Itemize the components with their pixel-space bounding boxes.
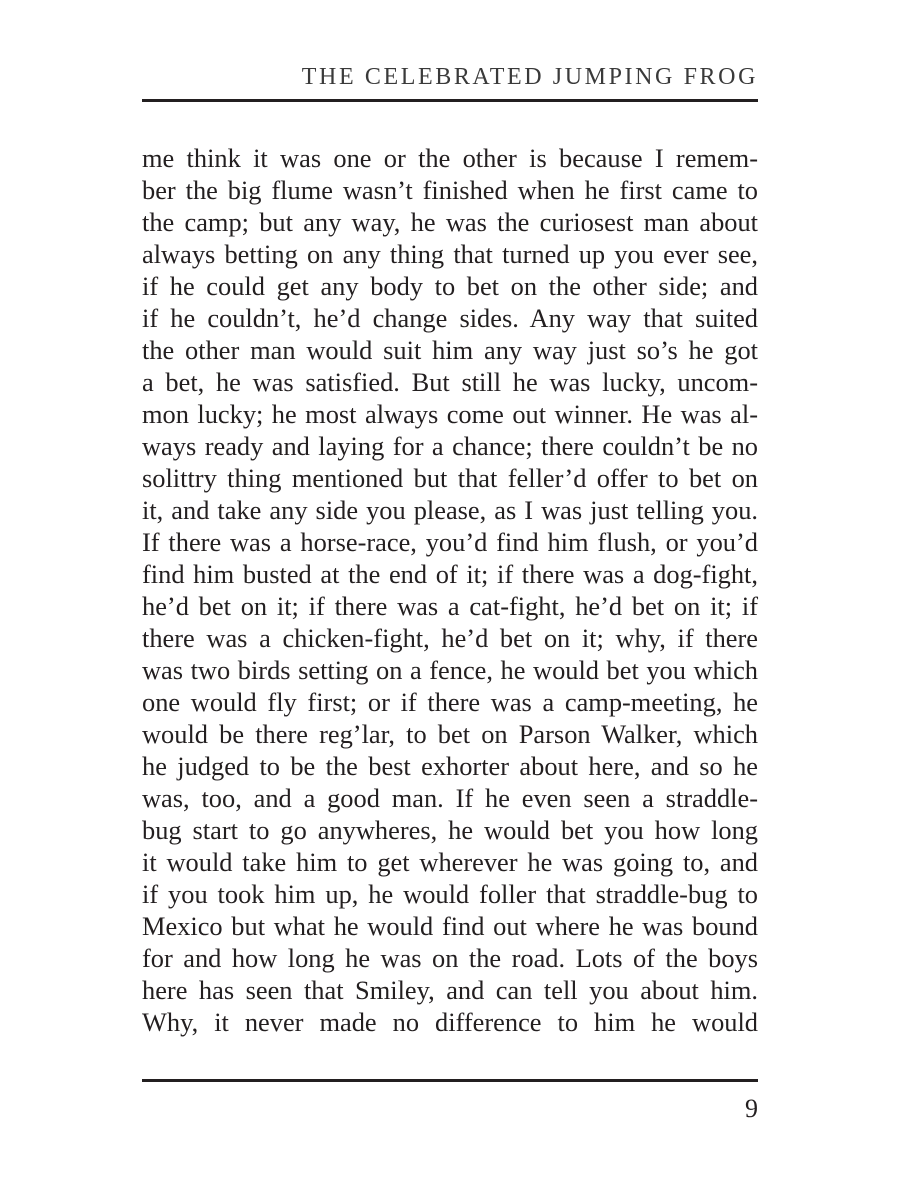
text-line: mon lucky; he most always come out winner. He was al- bbox=[142, 399, 758, 429]
text-line: if you took him up, he would foller that straddle-bug to bbox=[142, 879, 758, 909]
text-line: he’d bet on it; if there was a cat-fight, he’d bet on it; if bbox=[142, 591, 758, 621]
text-line: here has seen that Smiley, and can tell you about him. bbox=[142, 975, 758, 1005]
text-line: would be there reg’lar, to bet on Parson Walker, which bbox=[142, 719, 758, 749]
text-line: a bet, he was satisfied. But still he was lucky, uncom- bbox=[142, 367, 758, 397]
text-line: for and how long he was on the road. Lots of the boys bbox=[142, 943, 758, 973]
text-line: was two birds setting on a fence, he would bet you which bbox=[142, 655, 758, 685]
text-line: me think it was one or the other is because I remem- bbox=[142, 143, 758, 173]
text-line: Why, it never made no difference to him he would bbox=[142, 1007, 758, 1037]
running-head: THE CELEBRATED JUMPING FROG bbox=[301, 64, 758, 90]
text-line: Mexico but what he would find out where he was bound bbox=[142, 911, 758, 941]
text-line: ways ready and laying for a chance; there couldn’t be no bbox=[142, 431, 758, 461]
text-line: solittry thing mentioned but that feller’d offer to bet on bbox=[142, 463, 758, 493]
text-line: the other man would suit him any way just so’s he got bbox=[142, 335, 758, 365]
text-line: it, and take any side you please, as I was just telling you. bbox=[142, 495, 758, 525]
text-line: if he could get any body to bet on the other side; and bbox=[142, 271, 758, 301]
text-line: always betting on any thing that turned up you ever see, bbox=[142, 239, 758, 269]
text-line: he judged to be the best exhorter about here, and so he bbox=[142, 751, 758, 781]
text-line: there was a chicken-fight, he’d bet on it; why, if there bbox=[142, 623, 758, 653]
text-line: ber the big flume wasn’t finished when he first came to bbox=[142, 175, 758, 205]
header-rule bbox=[142, 99, 758, 102]
page-number: 9 bbox=[745, 1094, 758, 1123]
text-line: was, too, and a good man. If he even seen a straddle- bbox=[142, 783, 758, 813]
text-line: bug start to go anywheres, he would bet you how long bbox=[142, 815, 758, 845]
body-text bbox=[142, 138, 758, 1037]
text-line: one would fly first; or if there was a camp-meeting, he bbox=[142, 687, 758, 717]
text-line: if he couldn’t, he’d change sides. Any way that suited bbox=[142, 303, 758, 333]
text-line: find him busted at the end of it; if there was a dog-fight, bbox=[142, 559, 758, 589]
text-line: If there was a horse-race, you’d find him flush, or you’d bbox=[142, 527, 758, 557]
text-line: the camp; but any way, he was the curiosest man about bbox=[142, 207, 758, 237]
footer-rule bbox=[142, 1079, 758, 1082]
text-line: it would take him to get wherever he was going to, and bbox=[142, 847, 758, 877]
